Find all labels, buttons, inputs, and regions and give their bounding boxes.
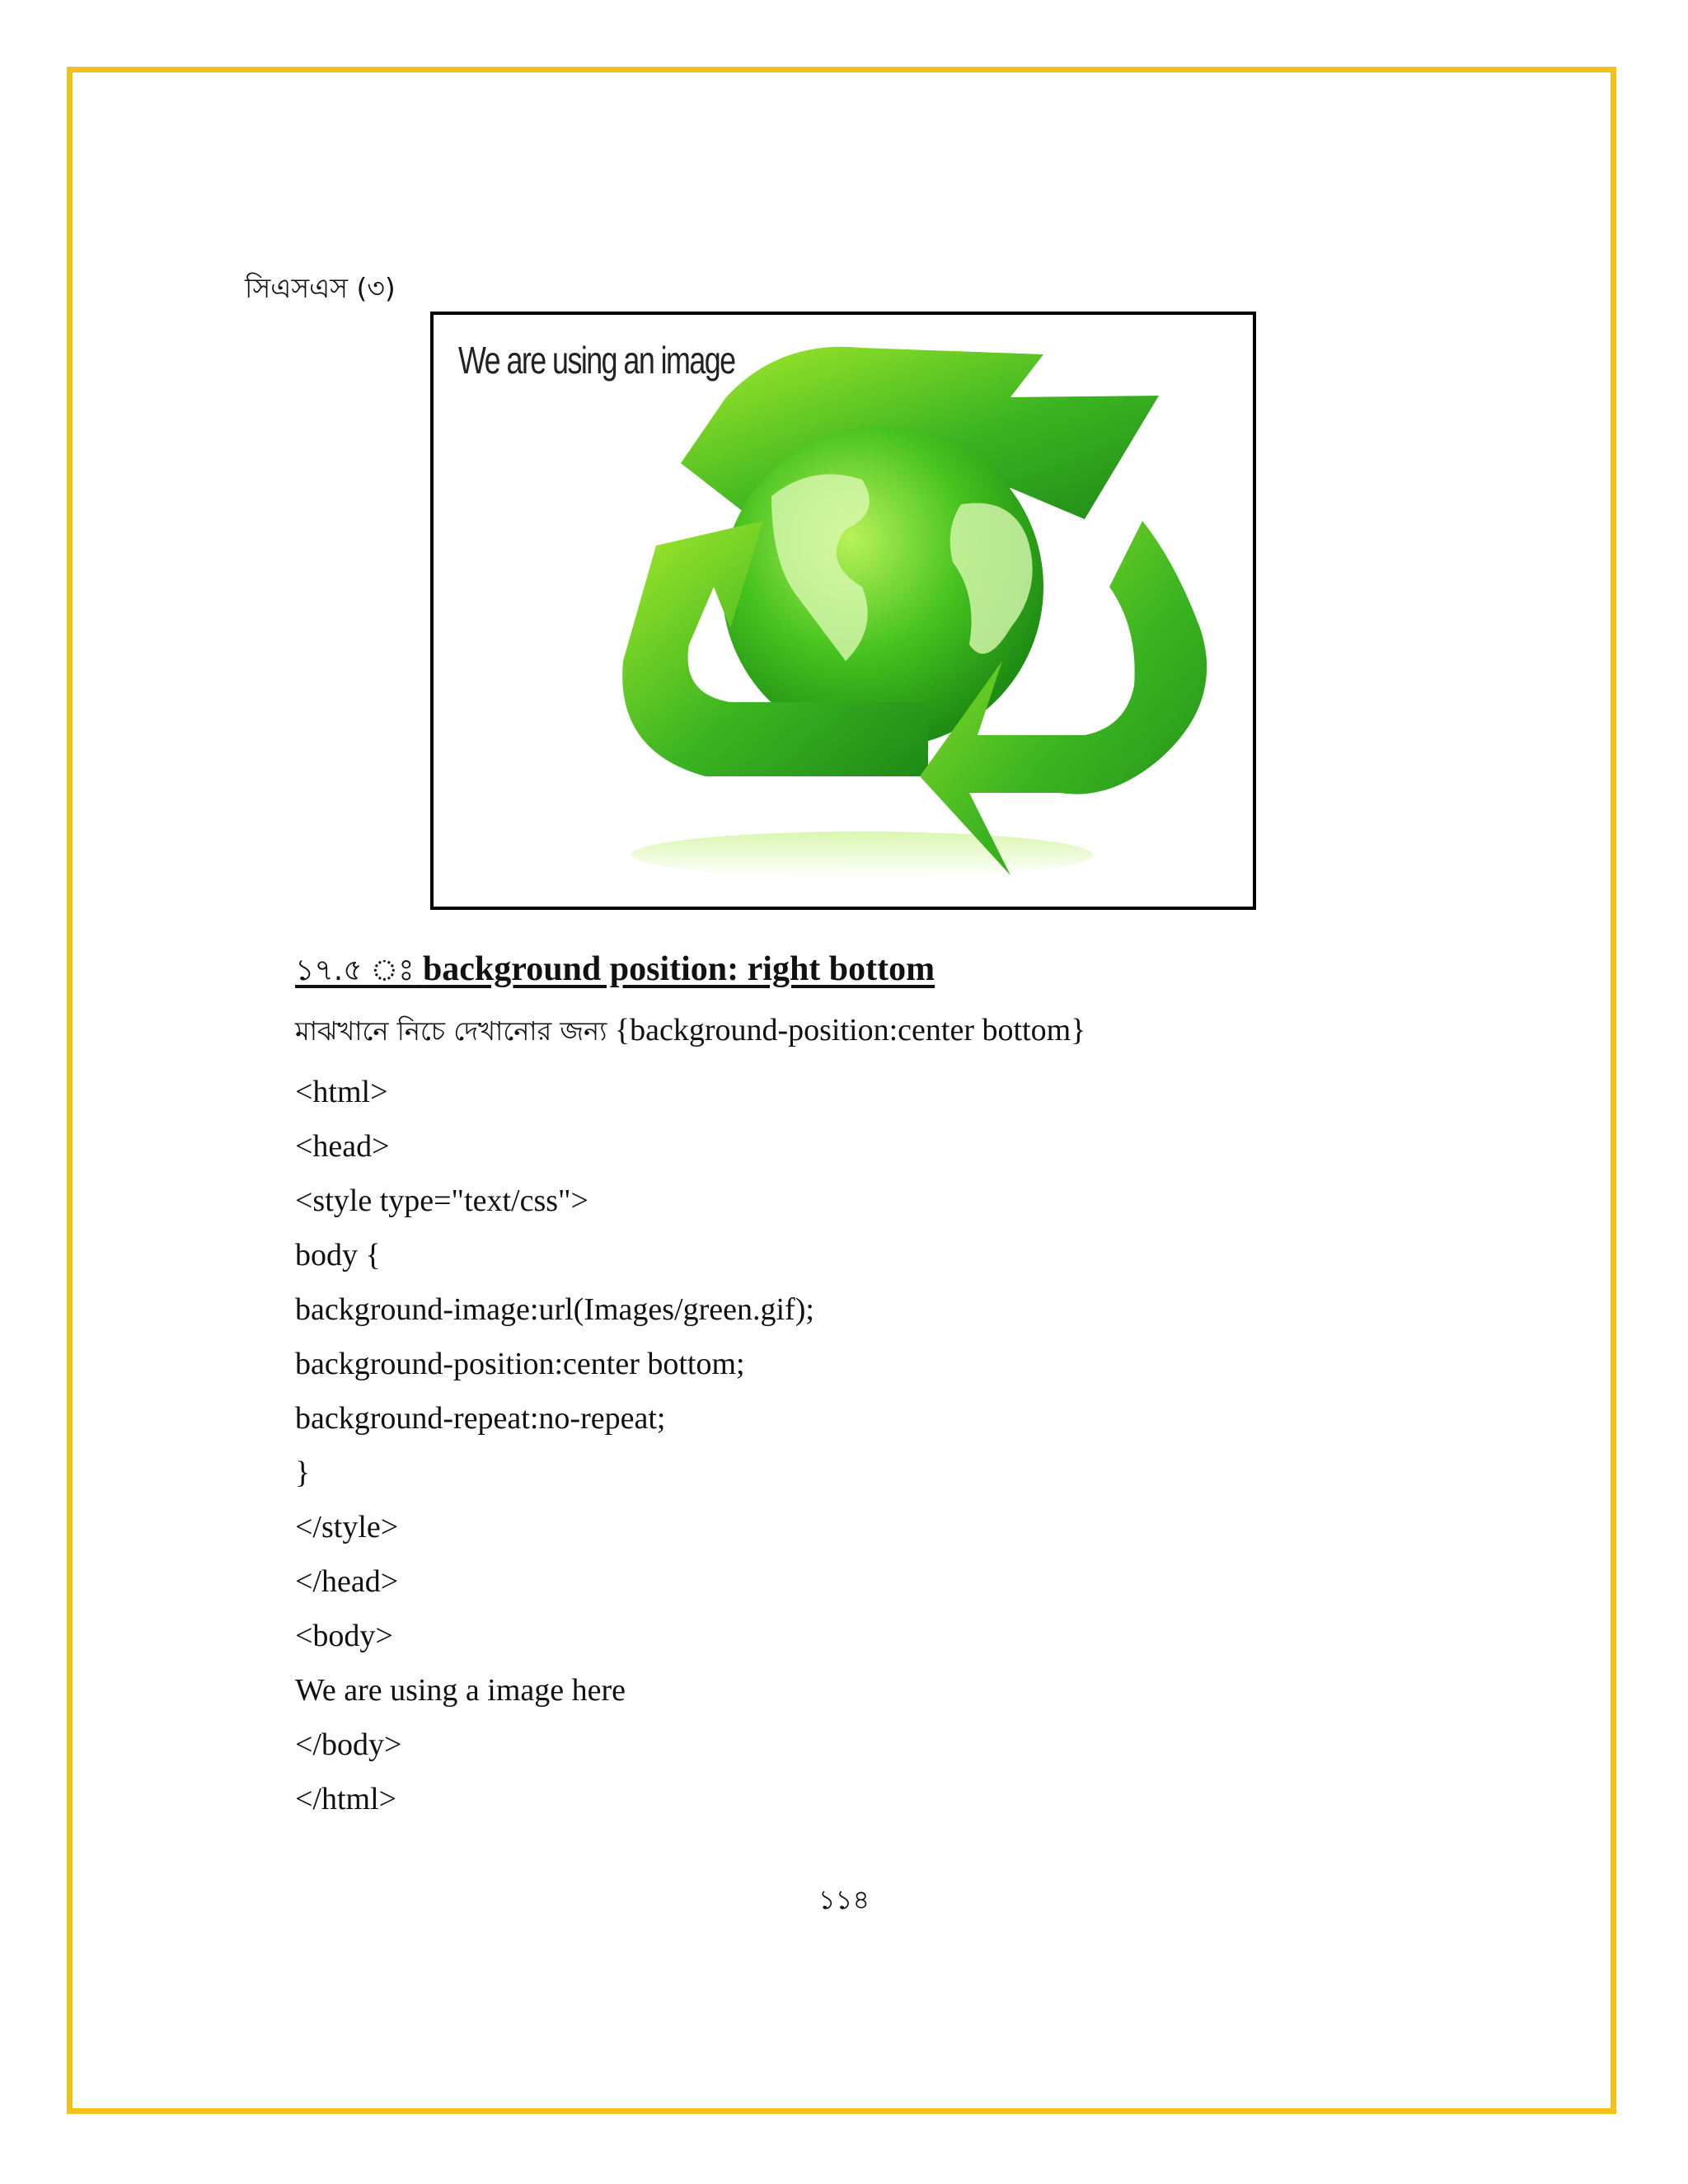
figure-caption: সিএসএস (৩) [245,272,396,304]
section-number: ১৭.৫ ঃ [295,954,415,987]
code-line: background-image:url(Images/green.gif); [295,1292,814,1327]
page-number: ১১৪ [818,1884,870,1915]
code-line: } [295,1455,311,1490]
intro-line [295,1010,1085,1055]
section-title: background position: right bottom [422,950,935,988]
code-line: </style> [295,1510,399,1544]
code-line: <body> [295,1619,393,1653]
code-line: background-repeat:no-repeat; [295,1401,666,1436]
code-line: <head> [295,1129,390,1164]
reflection [631,832,1093,878]
figure-text: We are using an image [458,339,735,382]
code-line: </head> [295,1564,399,1599]
code-listing [295,1065,814,1826]
intro-code: {background-position:center bottom} [614,1013,1086,1047]
code-line: body { [295,1238,381,1272]
code-line: background-position:center bottom; [295,1347,745,1381]
code-line: </html> [295,1782,397,1816]
example-output-figure [430,312,1256,910]
code-line: <html> [295,1075,388,1109]
code-line: We are using a image here [295,1673,626,1708]
code-line: </body> [295,1727,402,1762]
code-line: <style type="text/css"> [295,1183,588,1218]
recycle-globe-icon [434,315,1253,907]
intro-bangla: মাঝখানে নিচে দেখানোর জন্য [295,1015,607,1047]
section-heading [295,948,935,997]
